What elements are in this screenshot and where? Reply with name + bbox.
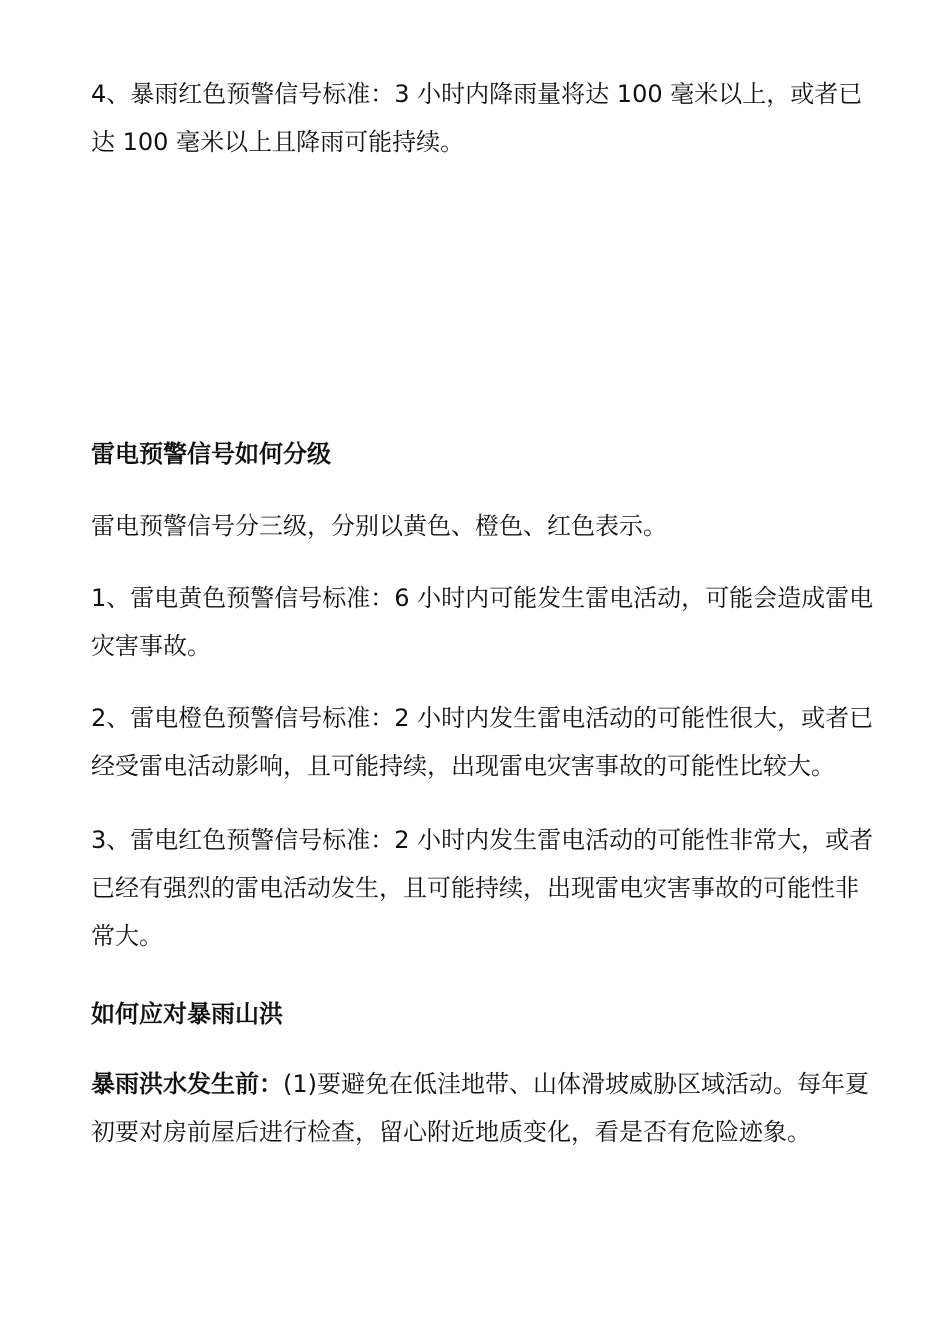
rainstorm-red-signal-paragraph: 4、暴雨红色预警信号标准：3 小时内降雨量将达 100 毫米以上，或者已达 100 毫米以上且降雨可能持续。	[91, 80, 863, 156]
thunder-intro-paragraph: 雷电预警信号分三级，分别以黄色、橙色、红色表示。	[91, 512, 667, 540]
thunder-yellow-paragraph: 1、雷电黄色预警信号标准：6 小时内可能发生雷电活动，可能会造成雷电灾害事故。	[91, 584, 874, 660]
thunder-heading: 雷电预警信号如何分级	[91, 440, 331, 468]
flood-before-text: (1)要避免在低洼地带、山体滑坡威胁区域活动。每年夏初要对房前屋后进行检查，留心附近地质变化，看是否有危险迹象。	[91, 1070, 869, 1146]
thunder-red-paragraph: 3、雷电红色预警信号标准：2 小时内发生雷电活动的可能性非常大，或者已经有强烈的雷电活动发生，且可能持续，出现雷电灾害事故的可能性非常大。	[91, 826, 874, 950]
flood-before-label: 暴雨洪水发生前：	[91, 1070, 283, 1098]
flood-before-paragraph	[91, 1060, 876, 1156]
thunder-orange-paragraph: 2、雷电橙色预警信号标准：2 小时内发生雷电活动的可能性很大，或者已经受雷电活动影响，且可能持续，出现雷电灾害事故的可能性比较大。	[91, 704, 874, 780]
flood-heading: 如何应对暴雨山洪	[91, 1000, 283, 1028]
